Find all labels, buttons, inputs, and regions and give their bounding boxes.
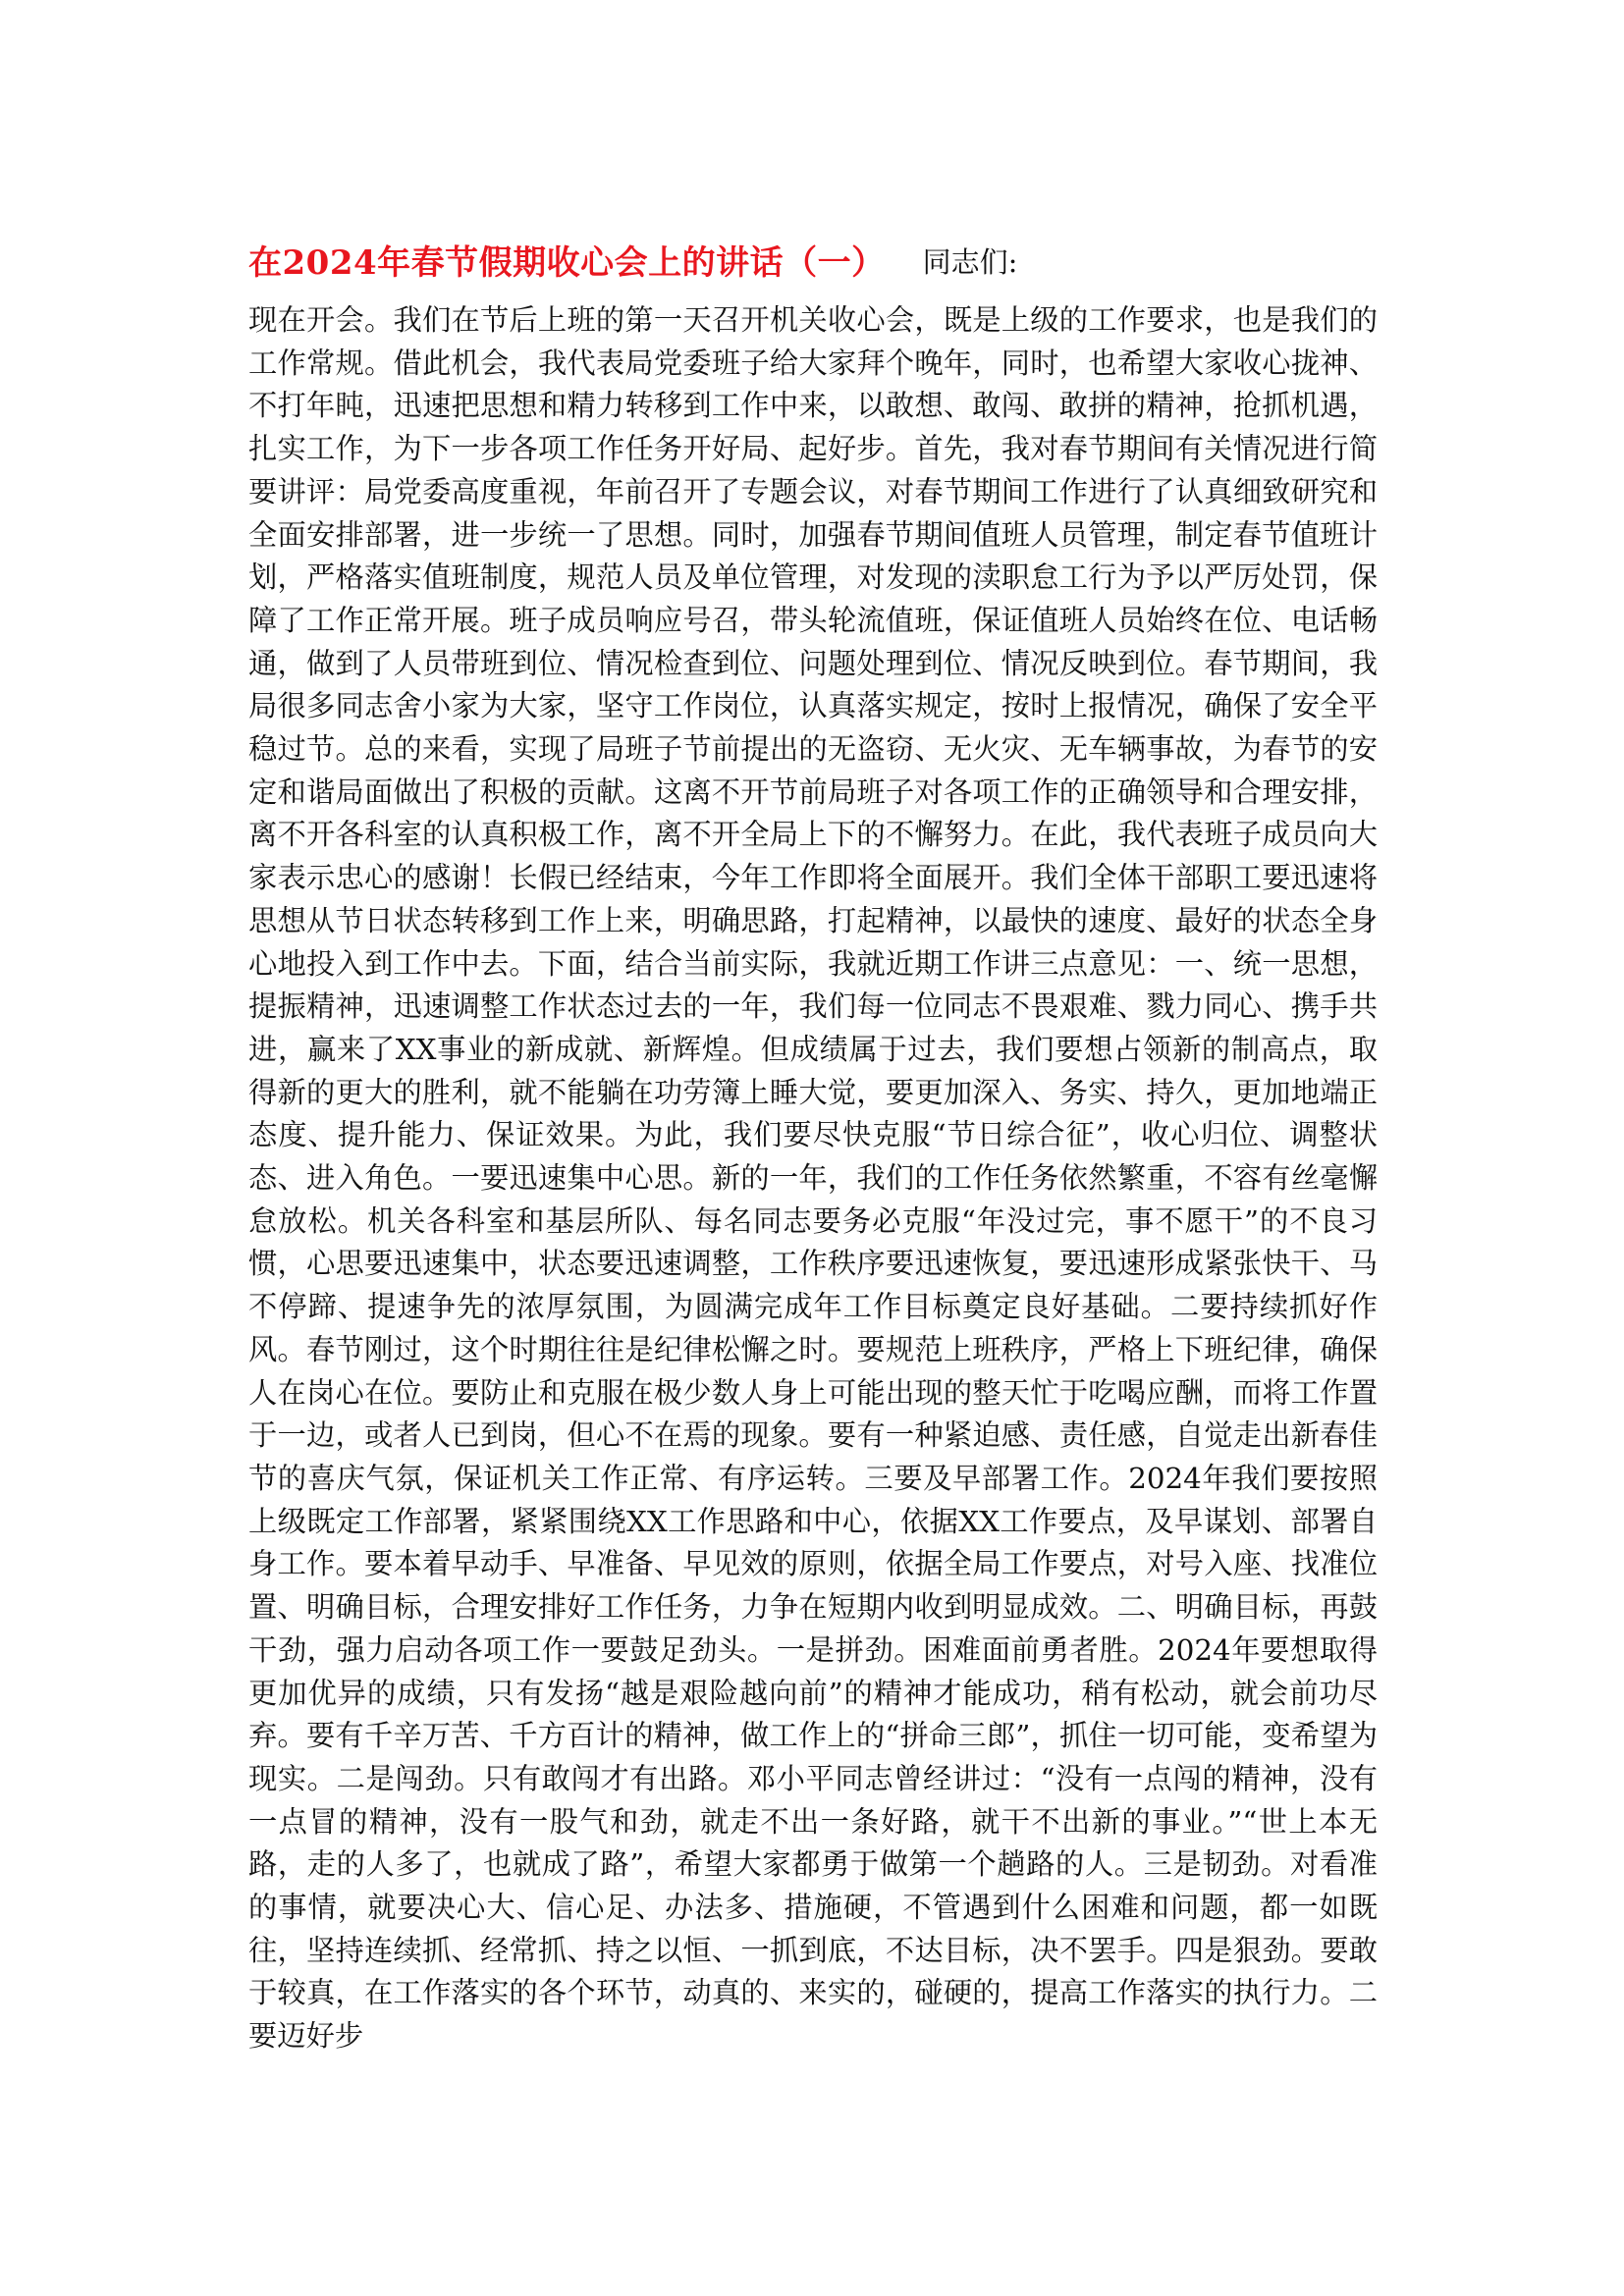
title-line xyxy=(248,236,1387,287)
body-paragraph: 现在开会。我们在节后上班的第一天召开机关收心会，既是上级的工作要求，也是我们的工作常规。借此机会，我代表局党委班子给大家拜个晚年，同时，也希望大家收心拢神、不打年盹，迅速把思想和精力转移到工作中来，以敢想、敢闯、敢拼的精神，抢抓机遇，扎实工作，为下一步各项工作任务开好局、起好步。首先，我对春节期间有关情况进行简要讲评：局党委高度重视，年前召开了专题会议，对春节期间工作进行了认真细致研究和全面安排部署，进一步统一了思想。同时，加强春节期间值班人员管理，制定春节值班计划，严格落实值班制度，规范人员及单位管理，对发现的渎职怠工行为予以严厉处罚，保障了工作正常开展。班子成员响应号召，带头轮流值班，保证值班人员始终在位、电话畅通，做到了人员带班到位、情况检查到位、问题处理到位、情况反映到位。春节期间，我局很多同志舍小家为大家，坚守工作岗位，认真落实规定，按时上报情况，确保了安全平稳过节。总的来看，实现了局班子节前提出的无盗窃、无火灾、无车辆事故，为春节的安定和谐局面做出了积极的贡献。这离不开节前局班子对各项工作的正确领导和合理安排，离不开各科室的认真积极工作，离不开全局上下的不懈努力。在此，我代表班子成员向大家表示忠心的感谢！长假已经结束，今年工作即将全面展开。我们全体干部职工要迅速将思想从节日状态转移到工作上来，明确思路，打起精神，以最快的速度、最好的状态全身心地投入到工作中去。下面，结合当前实际，我就近期工作讲三点意见：一、统一思想，提振精神，迅速调整工作状态过去的一年，我们每一位同志不畏艰难、戮力同心、携手共进，赢来了XX事业的新成就、新辉煌。但成绩属于过去，我们要想占领新的制高点，取得新的更大的胜利，就不能躺在功劳簿上睡大觉，要更加深入、务实、持久，更加地端正态度、提升能力、保证效果。为此，我们要尽快克服“节日综合征”，收心归位、调整状态、进入角色。一要迅速集中心思。新的一年，我们的工作任务依然繁重，不容有丝毫懈怠放松。机关各科室和基层所队、每名同志要务必克服“年没过完，事不愿干”的不良习惯，心思要迅速集中，状态要迅速调整，工作秩序要迅速恢复，要迅速形成紧张快干、马不停蹄、提速争先的浓厚氛围，为圆满完成年工作目标奠定良好基础。二要持续抓好作风。春节刚过，这个时期往往是纪律松懈之时。要规范上班秩序，严格上下班纪律，确保人在岗心在位。要防止和克服在极少数人身上可能出现的整天忙于吃喝应酬，而将工作置于一边，或者人已到岗，但心不在焉的现象。要有一种紧迫感、责任感，自觉走出新春佳节的喜庆气氛，保证机关工作正常、有序运转。三要及早部署工作。2024年我们要按照上级既定工作部署，紧紧围绕XX工作思路和中心，依据XX工作要点，及早谋划、部署自身工作。要本着早动手、早准备、早见效的原则，依据全局工作要点，对号入座、找准位置、明确目标，合理安排好工作任务，力争在短期内收到明显成效。二、明确目标，再鼓干劲，强力启动各项工作一要鼓足劲头。一是拼劲。困难面前勇者胜。2024年要想取得更加优异的成绩，只有发扬“越是艰险越向前”的精神才能成功，稍有松动，就会前功尽弃。要有千辛万苦、千方百计的精神，做工作上的“拼命三郎”，抓住一切可能，变希望为现实。二是闯劲。只有敢闯才有出路。邓小平同志曾经讲过：“没有一点闯的精神，没有一点冒的精神，没有一股气和劲，就走不出一条好路，就干不出新的事业。”“世上本无路，走的人多了，也就成了路”，希望大家都勇于做第一个趟路的人。三是韧劲。对看准的事情，就要决心大、信心足、办法多、措施硬，不管遇到什么困难和问题，都一如既往，坚持连续抓、经常抓、持之以恒、一抓到底，不达目标，决不罢手。四是狠劲。要敢于较真，在工作落实的各个环节，动真的、来实的，碰硬的，提高工作落实的执行力。二要迈好步 xyxy=(248,303,1378,2054)
document-title: 在2024年春节假期收心会上的讲话（一） xyxy=(248,243,886,283)
salutation: 同志们: xyxy=(922,245,1018,279)
